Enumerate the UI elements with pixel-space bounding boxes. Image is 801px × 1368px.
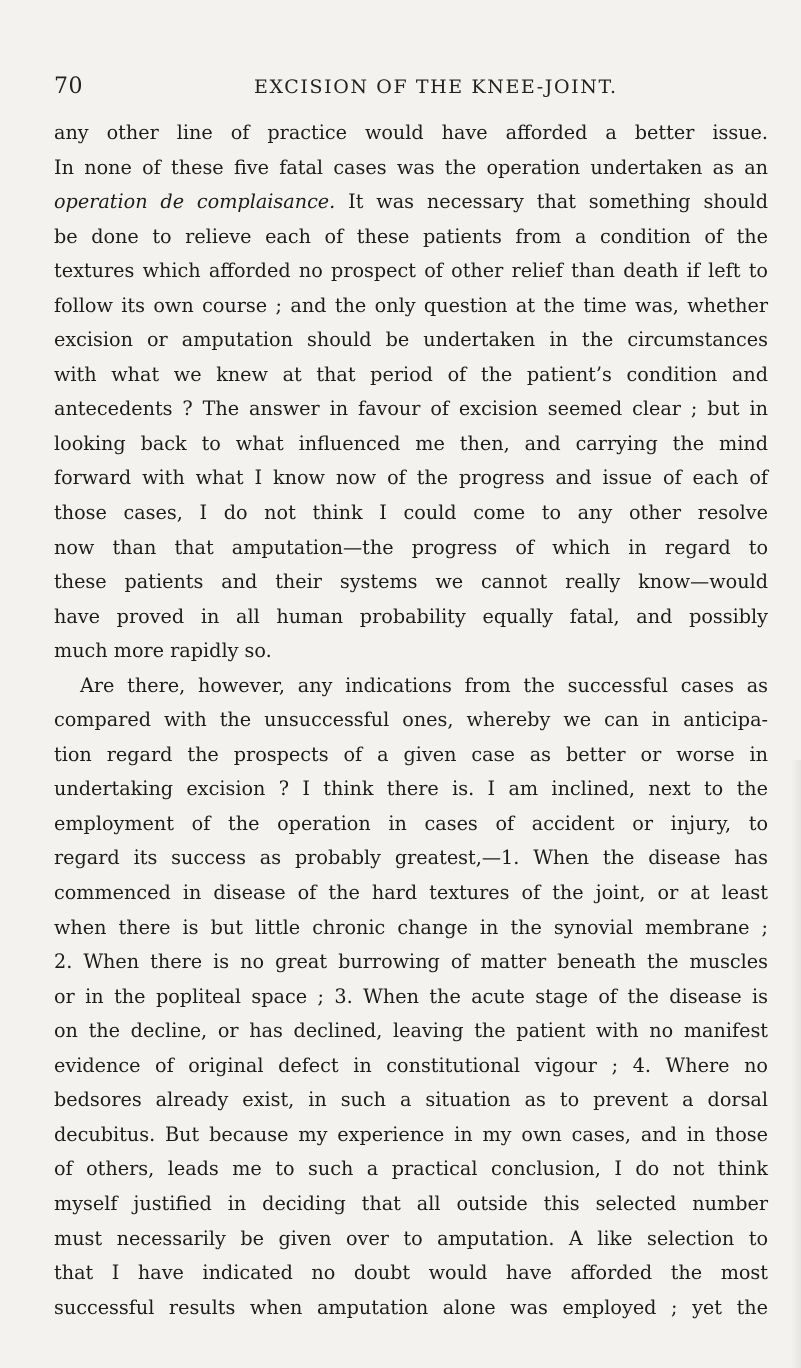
text-line: bedsores already exist, in such a situation as to prevent a dorsal [54,1088,768,1112]
text-line: In none of these five fatal cases was the operation undertaken as an [54,155,768,179]
text-line: with what we knew at that period of the patient’s condition and [54,362,768,386]
text-line: much more rapidly so. [54,639,272,663]
text-line: follow its own course ; and the only question at the time was, whether [54,293,768,317]
text-line: when there is but little chronic change in the synovial membrane ; [54,915,768,939]
text-line: on the decline, or has declined, leaving the patient with no manifest [54,1019,768,1043]
running-title: EXCISION OF THE KNEE-JOINT. [254,76,618,98]
text-line: commenced in disease of the hard textures of the joint, or at least [54,881,768,905]
text-line: Are there, however, any indications from the successful cases as [80,673,768,697]
text-line: regard its success as probably greatest,—1. When the disease has [54,846,768,870]
text-line: that I have indicated no doubt would have afforded the most [54,1261,768,1285]
page-header [54,74,769,104]
text-line: any other line of practice would have afforded a better issue. [54,121,768,144]
text-line: looking back to what influenced me then, and carrying the mind [54,431,768,455]
text-line: those cases, I do not think I could come to any other resolve [54,501,768,525]
text-line: tion regard the prospects of a given case as better or worse in [54,742,768,766]
text-line: these patients and their systems we cannot really know—would [54,570,768,594]
text-line: have proved in all human probability equally fatal, and possibly [54,604,768,628]
text-fragment: It was necessary that something should [335,190,768,214]
text-line: decubitus. But because my experience in my own cases, and in those [54,1122,768,1146]
text-line [54,185,768,220]
text-line: must necessarily be given over to amputation. A like selection to [54,1226,768,1250]
text-line: be done to relieve each of these patients from a condition of the [54,224,768,248]
paragraph-2 [54,669,768,1325]
paragraph-1 [54,116,768,669]
text-line: employment of the operation in cases of accident or injury, to [54,811,768,835]
text-line: antecedents ? The answer in favour of excision seemed clear ; but in [54,397,768,421]
body-text [54,116,768,1325]
text-line: or in the popliteal space ; 3. When the acute stage of the disease is [54,984,768,1008]
page-number: 70 [54,74,83,99]
text-line: forward with what I know now of the progress and issue of each of [54,466,768,490]
text-line: compared with the unsuccessful ones, whereby we can in anticipa- [54,708,768,732]
text-line: textures which afforded no prospect of other relief than death if left to [54,259,768,283]
page-edge-shadow [791,760,801,1368]
text-line: undertaking excision ? I think there is. I am inclined, next to the [54,777,768,801]
text-line: now than that amputation—the progress of which in regard to [54,535,768,559]
text-line: myself justified in deciding that all outside this selected number [54,1191,768,1215]
text-line: 2. When there is no great burrowing of matter beneath the muscles [54,950,768,974]
text-line: of others, leads me to such a practical conclusion, I do not think [54,1157,768,1181]
text-line: evidence of original defect in constitutional vigour ; 4. Where no [54,1053,768,1077]
italic-phrase: operation de complaisance. [54,190,336,214]
text-line: excision or amputation should be undertaken in the circumstances [54,328,768,352]
text-line: successful results when amputation alone was employed ; yet the [54,1295,768,1319]
